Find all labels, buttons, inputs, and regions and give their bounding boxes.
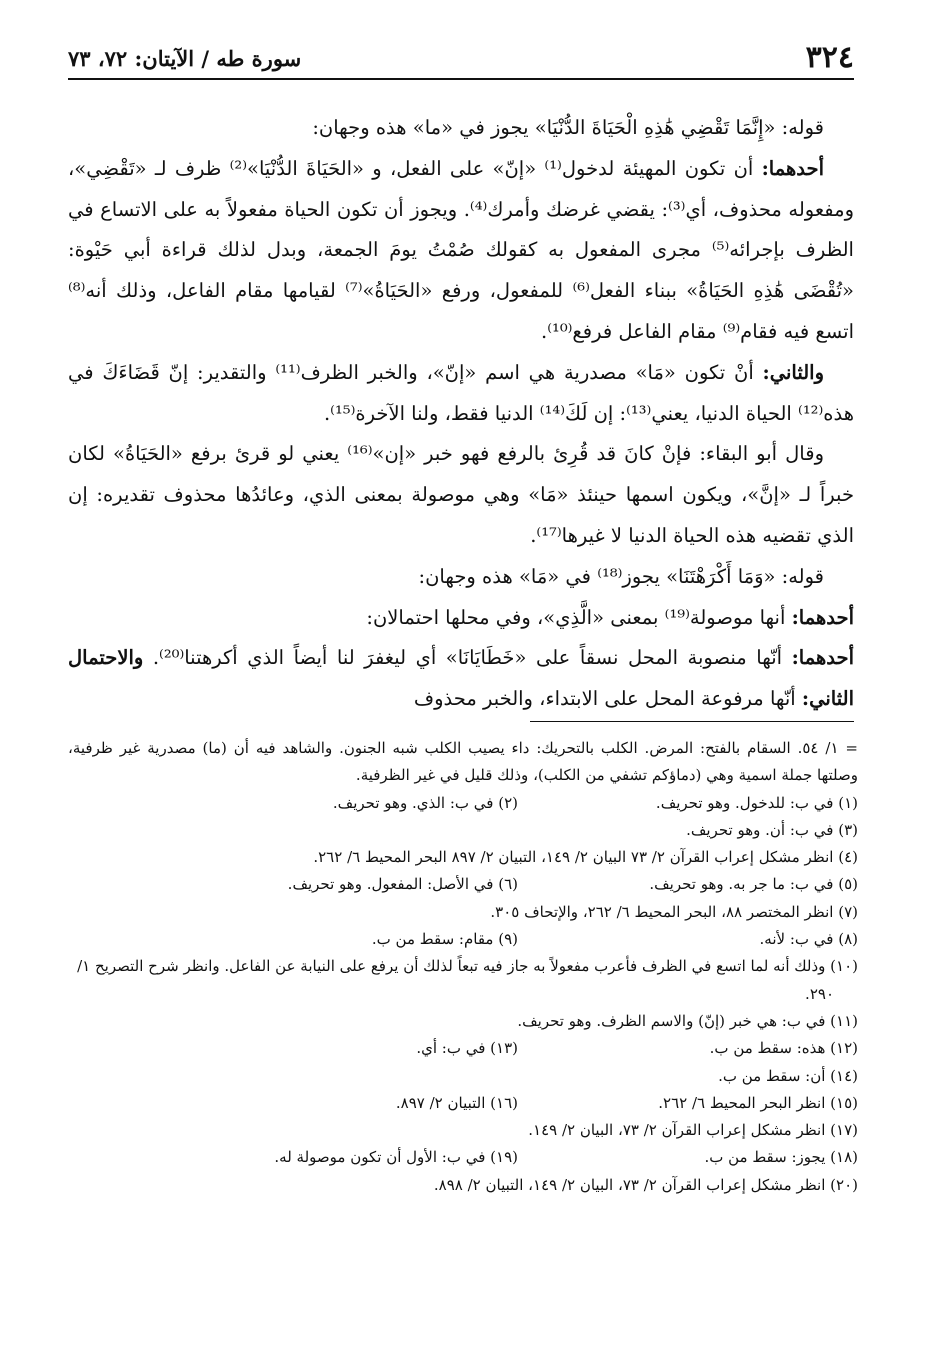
footnote-row (68, 871, 858, 898)
footnote-row (68, 926, 858, 953)
footnote-row (68, 844, 858, 871)
footnote-row (68, 1090, 858, 1117)
footnote-14: (١٤) أن: سقط من ب. (718, 1066, 858, 1085)
footnote-13: (١٣) في ب: أي. (416, 1039, 518, 1058)
paragraph-3: والثاني: أنْ تكون «مَا» مصدرية هي اسم «إنّ»، والخبر الظرف⁽¹¹⁾ والتقدير: إنّ قَضَاءَكَ في هذه⁽¹²⁾ الحياة الدنيا، يعني⁽¹³⁾: إن لَكَ⁽¹⁴⁾ الدنيا فقط، ولنا الآخرة⁽¹⁵⁾. (68, 360, 854, 425)
footnote-row (68, 790, 858, 817)
footnote-7: (٧) انظر المختصر ٨٨، البحر المحيط ٦/ ٢٦٢، والإتحاف ٣٠٥. (490, 902, 858, 921)
footnote-19: (١٩) في ب: الأول أن تكون موصولة له. (274, 1148, 518, 1167)
bold-inline: والاحتمال الثاني: (68, 646, 854, 711)
footnote-9: (٩) مقام: سقط من ب. (371, 930, 518, 949)
footnote-20: (٢٠) انظر مشكل إعراب القرآن ٢/ ٧٣، البيان ٢/ ١٤٩، التبيان ٢/ ٨٩٨. (433, 1175, 858, 1194)
page-header (68, 40, 854, 76)
bold-lead: والثاني: (762, 360, 824, 384)
footnote-row (68, 899, 858, 926)
footnote-separator (530, 721, 854, 722)
footnote-11: (١١) في ب: هي خبر (إنّ) والاسم الظرف. وهو تحريف. (517, 1011, 858, 1030)
footnote-6: (٦) في الأصل: المفعول. وهو تحريف. (287, 875, 518, 894)
footnote-15: (١٥) انظر البحر المحيط ٦/ ٢٦٢. (658, 1093, 858, 1112)
footnote-3: (٣) في ب: أن. وهو تحريف. (686, 820, 858, 839)
main-text (68, 108, 854, 720)
footnote-16: (١٦) التبيان ٢/ ٨٩٧. (395, 1093, 518, 1112)
running-title: سورة طه / الآيتان: ٧٢، ٧٣ (68, 46, 302, 71)
paragraph-7: أحدهما: أنّها منصوبة المحل نسقاً على «خَطَايَانَا» أي ليغفرَ لنا أيضاً الذي أكرهتنا⁽²⁰⁾. والاحتمال الثاني: أنّها مرفوعة المحل على الابتداء، والخبر محذوف (68, 646, 854, 711)
footnote-10: (١٠) وذلك أنه لما اتسع في الظرف فأعرب مفعولاً به جاز فيه تبعاً لذلك أن يرفع على النيابة عن الفاعل. وانظر شرح التصريح ١/ ٢٩٠. (77, 957, 858, 1003)
paragraph-4: وقال أبو البقاء: فإنْ كانَ قد قُرِئ بالرفع فهو خبر «إن»⁽¹⁶⁾ يعني لو قرئ برفع «الحَيَاةُ» لكان خبراً لـ «إنَّ»، ويكون اسمها حينئذ «مَا» وهي موصولة بمعنى الذي، وعائدُها محذوف تقديره: إن الذي تقضيه هذه الحياة الدنيا لا غيرها⁽¹⁷⁾. (68, 442, 854, 547)
footnote-4: (٤) انظر مشكل إعراب القرآن ٢/ ٧٣ البيان ٢/ ١٤٩، التبيان ٢/ ٨٩٧ البحر المحيط ٦/ ٢٦٢. (313, 848, 858, 867)
paragraph-1: قوله: «إِنَّمَا تَقْضِي هَٰذِهِ الْحَيَاةَ الدُّنْيَا» يجوز في «ما» هذه وجهان: (312, 116, 824, 139)
footnote-2: (٢) في ب: الذي. وهو تحريف. (332, 793, 518, 812)
page-number: ٣٢٤ (805, 40, 854, 75)
footnote-row (68, 1172, 858, 1199)
footnote-continuation: = ١/ ٥٤. السقام بالفتح: المرض. الكلب بالتحريك: داء يصيب الكلب شبه الجنون. والشاهد فيه أن (ما) مصدرية غير ظرفية، وصلتها جملة اسمية وهي (دماؤكم تشفي من الكلب)، وذلك قليل في غير الظرفية. (68, 739, 858, 785)
footnote-18: (١٨) يجوز: سقط من ب. (704, 1148, 858, 1167)
footnote-row (68, 1063, 858, 1090)
footnote-1: (١) في ب: للدخول. وهو تحريف. (655, 793, 858, 812)
footnote-5: (٥) في ب: ما جر به. وهو تحريف. (649, 875, 858, 894)
footnote-row (68, 1008, 858, 1035)
footnote-17: (١٧) انظر مشكل إعراب القرآن ٢/ ٧٣، البيان ٢/ ١٤٩. (528, 1121, 858, 1140)
footnote-8: (٨) في ب: لأنه. (759, 930, 858, 949)
bold-lead: أحدهما: (761, 156, 824, 180)
bold-lead: أحدهما: (791, 605, 854, 629)
paragraph-5: قوله: «وَمَا أَكْرَهْتَنَا» يجوز⁽¹⁸⁾ في «مَا» هذه وجهان: (418, 564, 824, 588)
footnote-row (68, 1117, 858, 1144)
footnotes (68, 735, 858, 1199)
header-rule (68, 78, 854, 80)
paragraph-6: أحدهما: أنها موصولة⁽¹⁹⁾ بمعنى «الَّذِي»، وفي محلها احتمالان: (366, 605, 854, 629)
paragraph-2: أحدهما: أن تكون المهيئة لدخول⁽¹⁾ «إنّ» على الفعل، و «الحَيَاةَ الدُّنْيَا»⁽²⁾ ظرف لـ «تَقْضِي»، ومفعوله محذوف، أي⁽³⁾: يقضي غرضك وأمرك⁽⁴⁾. ويجوز أن تكون الحياة مفعولاً به على الاتساع في الظرف بإجرائه⁽⁵⁾ مجرى المفعول به كقولك صُمْتُ يومَ الجمعة، وبدل لذلك قراءة أبي حَيْوة: «تُقْضَى هَٰذِهِ الحَيَاةُ» ببناء الفعل⁽⁶⁾ للمفعول، ورفع «الحَيَاةُ»⁽⁷⁾ لقيامها مقام الفاعل، وذلك أنه⁽⁸⁾ اتسع فيه فقام⁽⁹⁾ مقام الفاعل فرفع⁽¹⁰⁾. (68, 156, 854, 343)
footnote-12: (١٢) هذه: سقط من ب. (709, 1039, 858, 1058)
bold-lead: أحدهما: (791, 646, 854, 670)
footnote-row (68, 817, 858, 844)
footnote-row (68, 1035, 858, 1062)
footnote-row (68, 1144, 858, 1171)
